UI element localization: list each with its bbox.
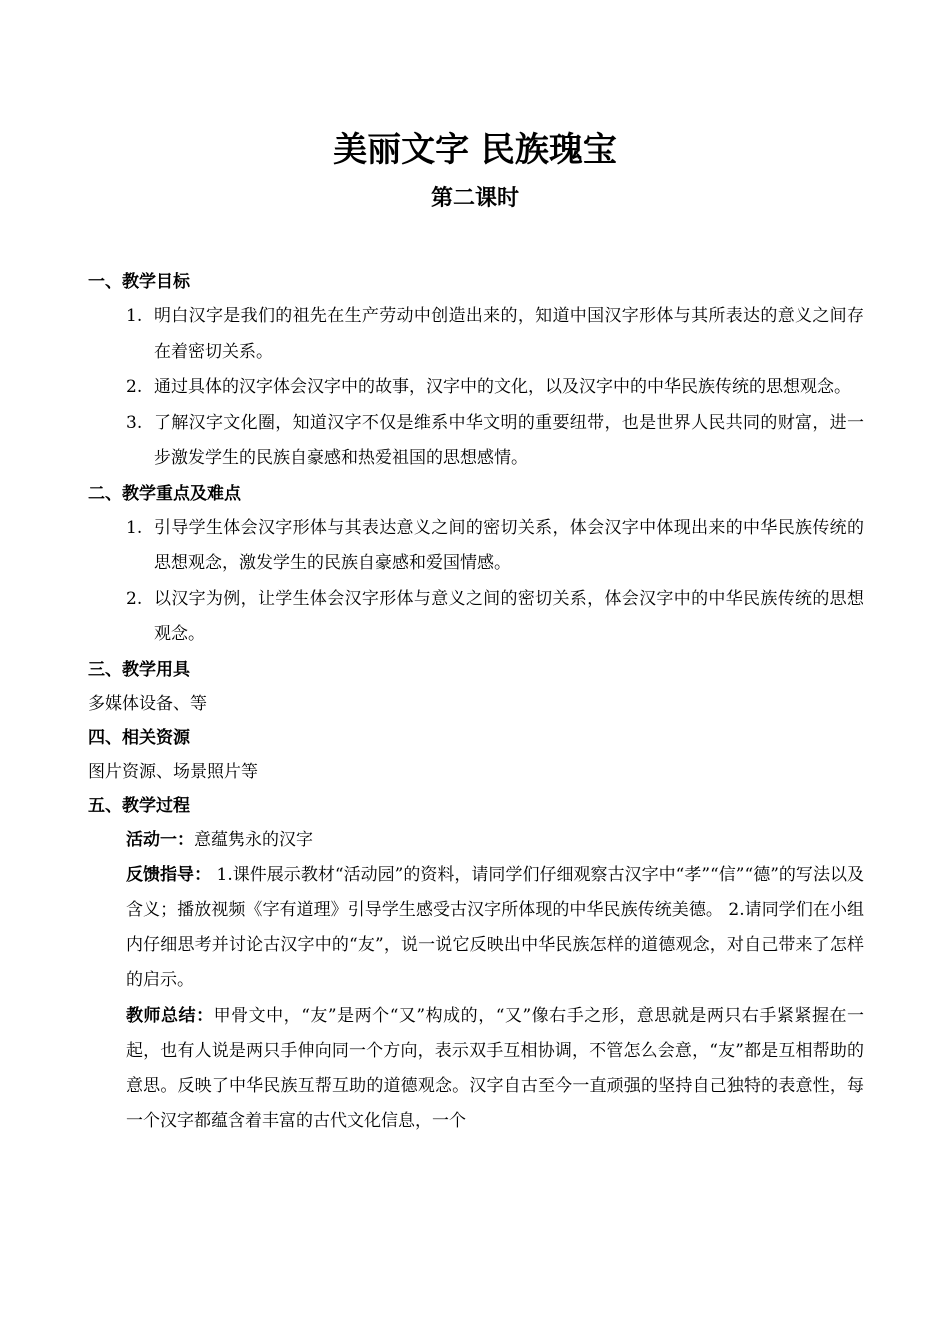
list-number: 2. xyxy=(126,588,143,609)
list-number: 2. xyxy=(126,377,143,397)
tools-text: 多媒体设备、等 xyxy=(88,693,207,714)
section-heading-goals: 一、教学目标 xyxy=(88,272,190,292)
list-item xyxy=(88,511,864,582)
section-heading-process: 五、教学过程 xyxy=(88,795,190,816)
document-subtitle: 第二课时 xyxy=(430,185,519,211)
section-heading-resources: 四、相关资源 xyxy=(88,727,190,748)
goals-list xyxy=(88,299,864,477)
list-item xyxy=(88,582,864,653)
activity-label: 活动一： xyxy=(126,829,194,850)
list-item xyxy=(88,370,864,406)
list-number: 3. xyxy=(126,412,143,433)
feedback-text: 1.课件展示教材“活动园”的资料，请同学们仔细观察古汉字中“孝”“信”“德”的写法以及含义；播放视频《字有道理》引导学生感受古汉字所体现的中华民族传统美德。 2.请同学们在小组内仔细思考并讨论古汉字中的“友”，说一说它反映出中华民族怎样的道德观念，对自己带来了怎样的启示。 xyxy=(126,864,864,991)
list-item xyxy=(88,299,864,370)
key-points-list xyxy=(88,511,864,653)
summary-paragraph xyxy=(88,999,864,1140)
document-body xyxy=(88,265,864,1139)
section-heading-tools: 三、教学用具 xyxy=(88,659,190,680)
list-text: 了解汉字文化圈，知道汉字不仅是维系中华文明的重要纽带，也是世界人民共同的财富，进一步激发学生的民族自豪感和热爱祖国的思想感情。 xyxy=(154,412,864,468)
summary-text: 甲骨文中，“友”是两个“又”构成的，“又”像右手之形，意思就是两只右手紧紧握在一起，也有人说是两只手伸向同一个方向，表示双手互相协调，不管怎么会意，“友”都是互相帮助的意思。反映了中华民族互帮互助的道德观念。汉字自古至今一直顽强的坚持自己独特的表意性，每一个汉字都蕴含着丰富的古代文化信息，一个 xyxy=(126,1005,865,1132)
list-text: 以汉字为例，让学生体会汉字形体与意义之间的密切关系，体会汉字中的中华民族传统的思想观念。 xyxy=(154,588,864,644)
document-title: 美丽文字 民族瑰宝 xyxy=(333,130,617,170)
section-heading-key-points: 二、教学重点及难点 xyxy=(88,483,241,504)
list-item xyxy=(88,406,864,477)
summary-label: 教师总结： xyxy=(126,1005,214,1026)
activity-text: 意蕴隽永的汉字 xyxy=(194,829,313,850)
feedback-label: 反馈指导： xyxy=(126,864,212,885)
list-text: 引导学生体会汉字形体与其表达意义之间的密切关系，体会汉字中体现出来的中华民族传统的思想观念，激发学生的民族自豪感和爱国情感。 xyxy=(154,517,864,573)
resources-text: 图片资源、场景照片等 xyxy=(88,761,258,782)
activity-paragraph xyxy=(88,823,864,858)
list-number: 1. xyxy=(126,306,143,326)
list-text: 通过具体的汉字体会汉字中的故事，汉字中的文化，以及汉字中的中华民族传统的思想观念。 xyxy=(154,377,851,397)
list-number: 1. xyxy=(126,517,143,538)
list-text: 明白汉字是我们的祖先在生产劳动中创造出来的，知道中国汉字形体与其所表达的意义之间存在着密切关系。 xyxy=(154,306,864,362)
feedback-paragraph xyxy=(88,858,864,999)
